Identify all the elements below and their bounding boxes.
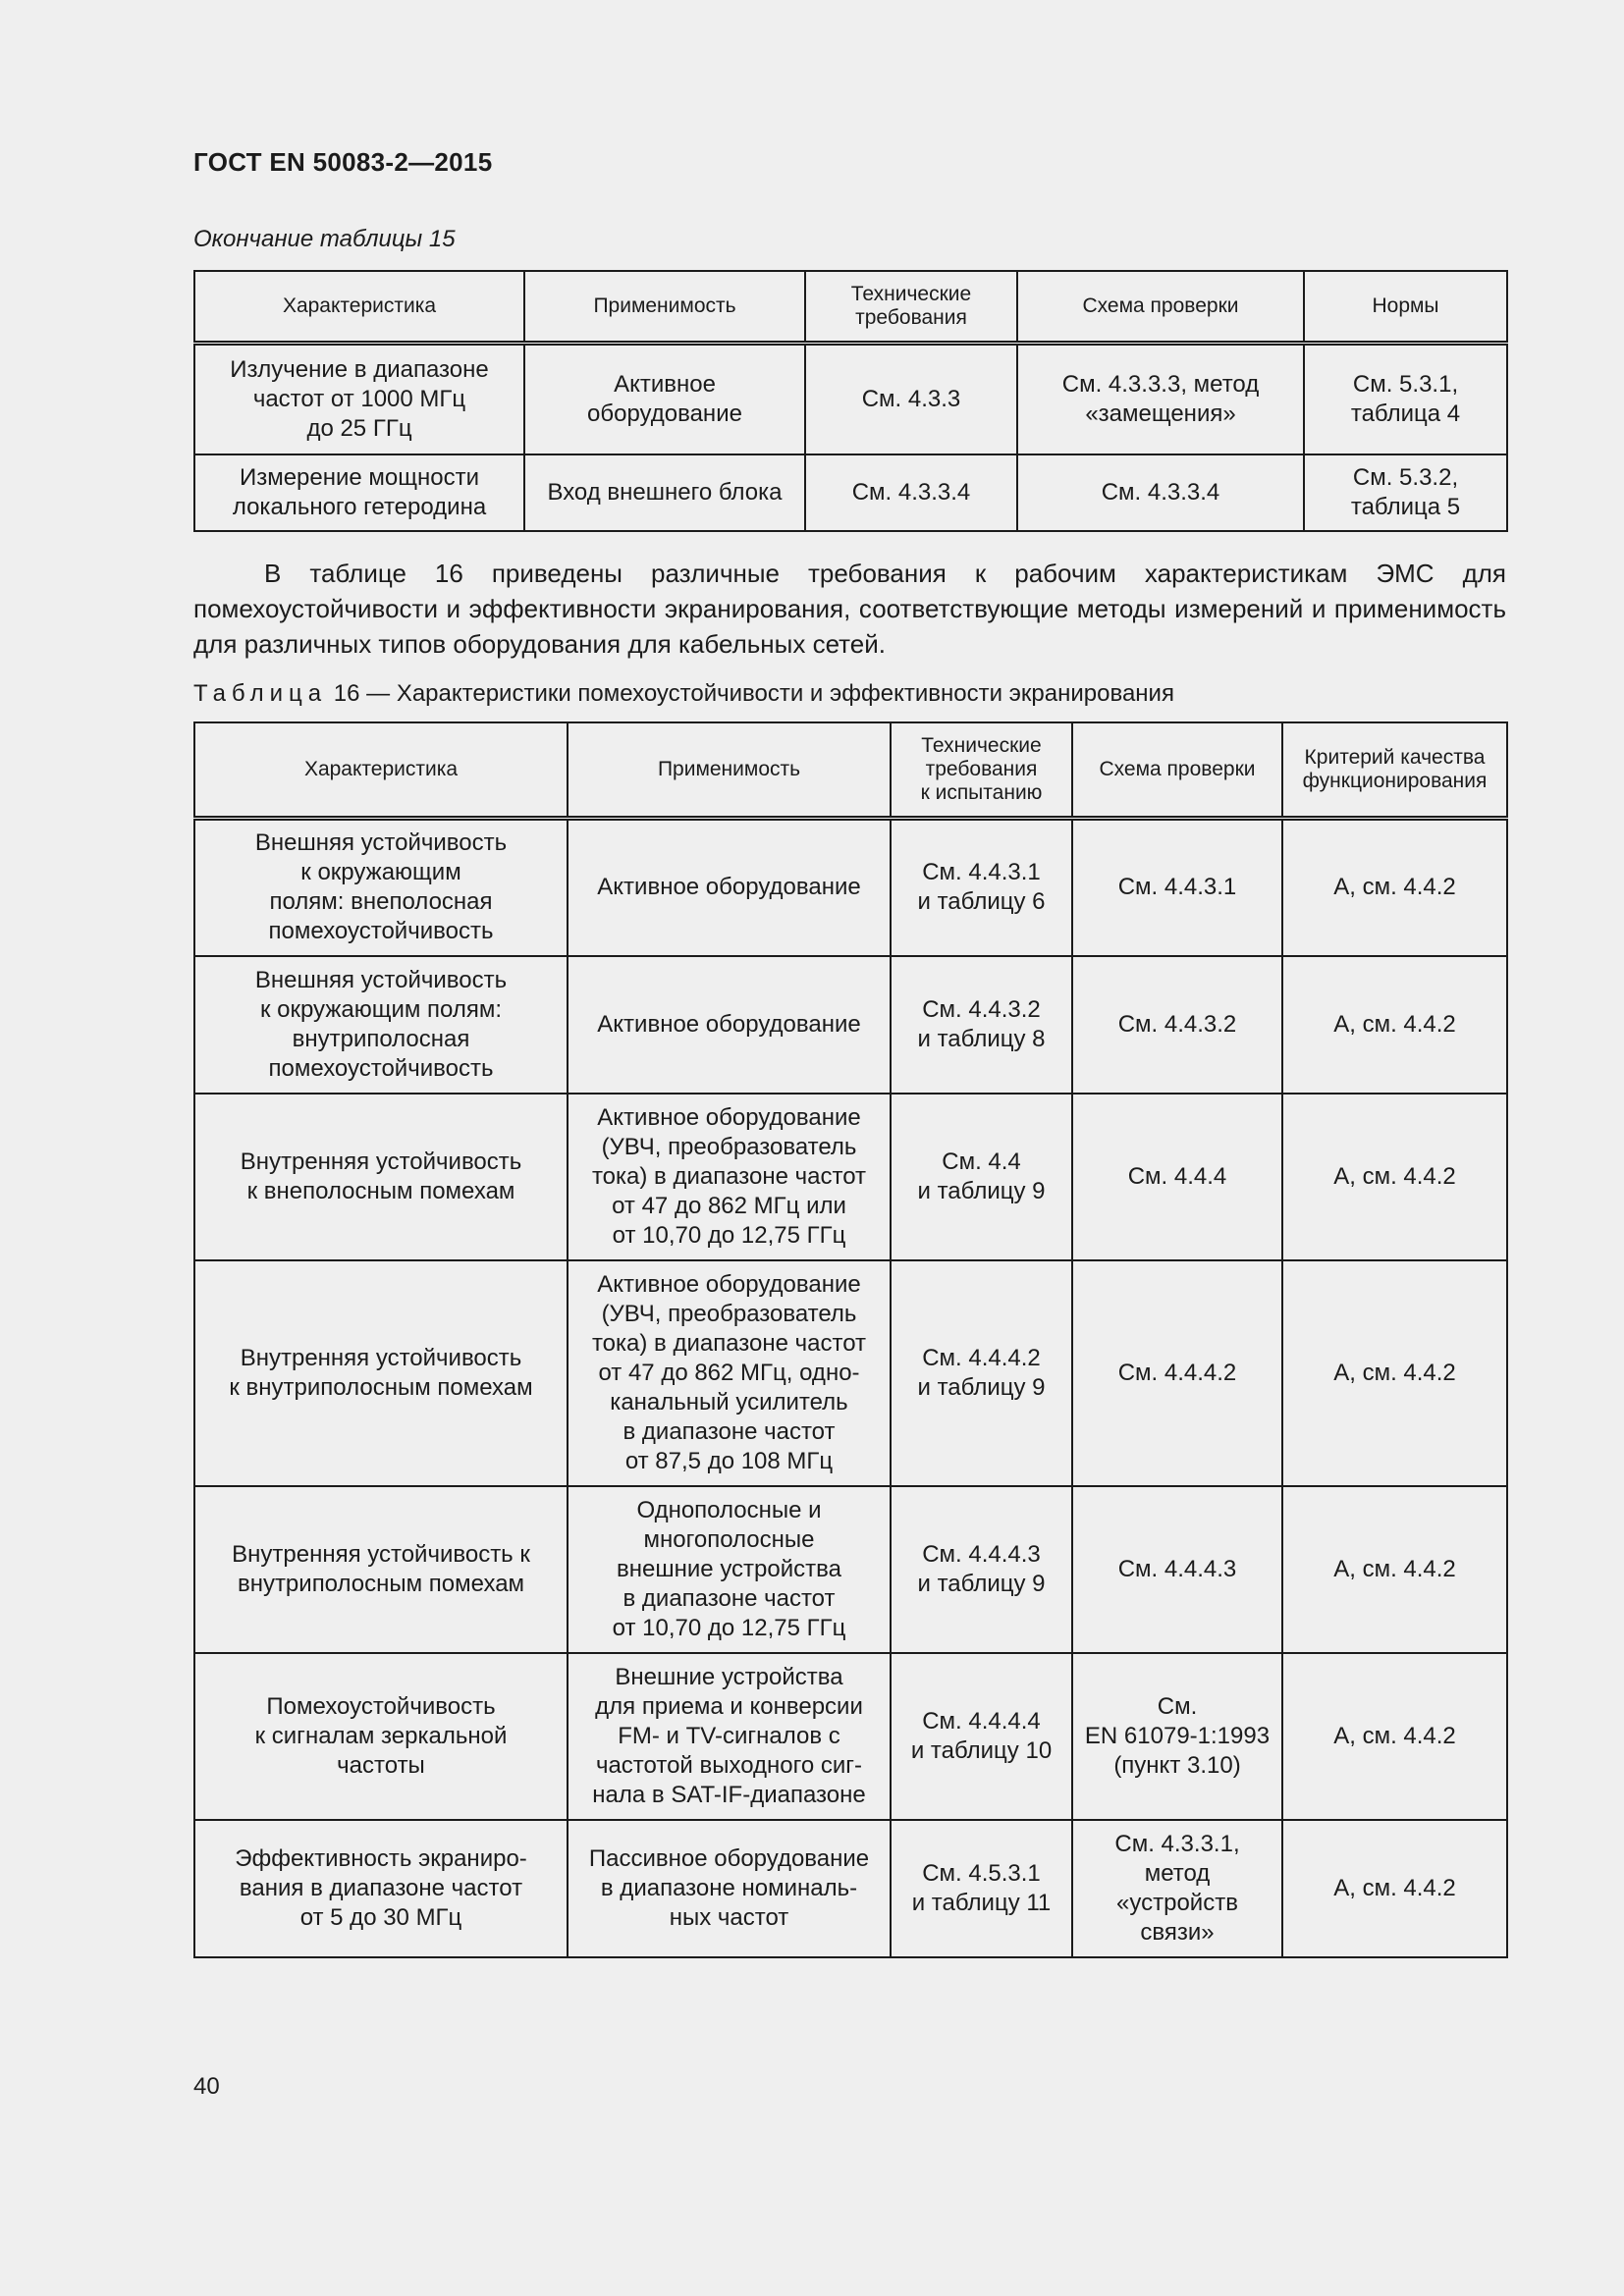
table-row: [194, 1094, 1507, 1260]
table-row: [194, 956, 1507, 1094]
table-cell: Активное оборудование: [568, 956, 891, 1094]
table-cell: Эффективность экраниро- вания в диапазоне частот от 5 до 30 МГц: [194, 1820, 568, 1957]
table-cell: А, см. 4.4.2: [1282, 1653, 1507, 1820]
table-cell: Активное оборудование: [524, 344, 805, 455]
table-15: [193, 270, 1508, 532]
page-number: 40: [193, 2073, 220, 2100]
table-cell: См. 4.5.3.1 и таблицу 11: [891, 1820, 1072, 1957]
table16-header-criterion: Критерий качества функционирования: [1282, 722, 1507, 819]
table-cell: Внутренняя устойчивость к внутриполосным помехам: [194, 1486, 568, 1653]
table-cell: Помехоустойчивость к сигналам зеркальной частоты: [194, 1653, 568, 1820]
table-cell: Активное оборудование (УВЧ, преобразователь тока) в диапазоне частот от 47 до 862 МГц или от 10,70 до 12,75 ГГц: [568, 1094, 891, 1260]
table-cell: См. 4.4.4.2 и таблицу 9: [891, 1260, 1072, 1486]
table15-header-norms: Нормы: [1304, 271, 1507, 344]
table-row: [194, 819, 1507, 956]
table15-header-test-scheme: Схема проверки: [1017, 271, 1304, 344]
document-header: ГОСТ EN 50083-2—2015: [193, 147, 493, 177]
table-cell: А, см. 4.4.2: [1282, 1260, 1507, 1486]
table-row: [194, 454, 1507, 531]
table15-caption: Окончание таблицы 15: [193, 226, 456, 252]
table-cell: См. 4.4.3.2 и таблицу 8: [891, 956, 1072, 1094]
table-cell: См. EN 61079-1:1993 (пункт 3.10): [1072, 1653, 1282, 1820]
table16-header-requirements: Технические требования к испытанию: [891, 722, 1072, 819]
table15-header-applicability: Применимость: [524, 271, 805, 344]
table-row: [194, 1653, 1507, 1820]
table-cell: А, см. 4.4.2: [1282, 1486, 1507, 1653]
table-cell: А, см. 4.4.2: [1282, 819, 1507, 956]
table16-header-test-scheme: Схема проверки: [1072, 722, 1282, 819]
table-cell: См. 4.4.4.3: [1072, 1486, 1282, 1653]
table-cell: См. 5.3.2, таблица 5: [1304, 454, 1507, 531]
table-cell: Пассивное оборудование в диапазоне номиналь- ных частот: [568, 1820, 891, 1957]
table15-header-requirements: Технические требования: [805, 271, 1017, 344]
table-cell: См. 4.4.4.4 и таблицу 10: [891, 1653, 1072, 1820]
table-cell: Внутренняя устойчивость к внеполосным помехам: [194, 1094, 568, 1260]
table-cell: Активное оборудование: [568, 819, 891, 956]
table-cell: См. 4.3.3.3, метод «замещения»: [1017, 344, 1304, 455]
table-cell: См. 4.4.4.2: [1072, 1260, 1282, 1486]
table-cell: См. 4.3.3.4: [1017, 454, 1304, 531]
table16-header-characteristic: Характеристика: [194, 722, 568, 819]
table-cell: Внутренняя устойчивость к внутриполосным помехам: [194, 1260, 568, 1486]
table-cell: См. 4.4.4.3 и таблицу 9: [891, 1486, 1072, 1653]
table-row: [194, 344, 1507, 455]
table-cell: Активное оборудование (УВЧ, преобразователь тока) в диапазоне частот от 47 до 862 МГц, одно- канальный усилитель в диапазоне частот от 87,5 до 108 МГц: [568, 1260, 891, 1486]
body-paragraph: В таблице 16 приведены различные требования к рабочим характеристикам ЭМС для помехоустойчивости и эффективности экранирования, соответствующие методы измерений и применимость для различных типов оборудования для кабельных сетей.: [193, 559, 1506, 659]
table16-caption: [193, 680, 1174, 708]
table-cell: См. 4.3.3.4: [805, 454, 1017, 531]
table-cell: Внешняя устойчивость к окружающим полям: внутриполосная помехоустойчивость: [194, 956, 568, 1094]
table16-header-applicability: Применимость: [568, 722, 891, 819]
table15-header-characteristic: Характеристика: [194, 271, 524, 344]
table-row: [194, 1486, 1507, 1653]
table-16: [193, 721, 1508, 1958]
table16-caption-label: Таблица: [193, 680, 328, 707]
table-cell: Внешняя устойчивость к окружающим полям: внеполосная помехоустойчивость: [194, 819, 568, 956]
table-row: [194, 1260, 1507, 1486]
table-cell: А, см. 4.4.2: [1282, 1820, 1507, 1957]
table-row: [194, 1820, 1507, 1957]
table-cell: См. 4.4.4: [1072, 1094, 1282, 1260]
table15-header-row: [194, 271, 1507, 344]
table-cell: Излучение в диапазоне частот от 1000 МГц до 25 ГГц: [194, 344, 524, 455]
table-cell: См. 4.4.3.1 и таблицу 6: [891, 819, 1072, 956]
table16-header-row: [194, 722, 1507, 819]
table-cell: См. 4.4 и таблицу 9: [891, 1094, 1072, 1260]
table-cell: См. 4.3.3.1, метод «устройств связи»: [1072, 1820, 1282, 1957]
table-cell: См. 5.3.1, таблица 4: [1304, 344, 1507, 455]
table-cell: Измерение мощности локального гетеродина: [194, 454, 524, 531]
table-cell: См. 4.3.3: [805, 344, 1017, 455]
table-cell: А, см. 4.4.2: [1282, 956, 1507, 1094]
table16-caption-text: 16 — Характеристики помехоустойчивости и эффективности экранирования: [333, 680, 1174, 707]
table-cell: А, см. 4.4.2: [1282, 1094, 1507, 1260]
table-cell: Однополосные и многополосные внешние устройства в диапазоне частот от 10,70 до 12,75 ГГц: [568, 1486, 891, 1653]
table-cell: Внешние устройства для приема и конверсии FM- и TV-сигналов с частотой выходного сиг- нала в SAT-IF-диапазоне: [568, 1653, 891, 1820]
table-cell: См. 4.4.3.2: [1072, 956, 1282, 1094]
table-cell: См. 4.4.3.1: [1072, 819, 1282, 956]
table-cell: Вход внешнего блока: [524, 454, 805, 531]
